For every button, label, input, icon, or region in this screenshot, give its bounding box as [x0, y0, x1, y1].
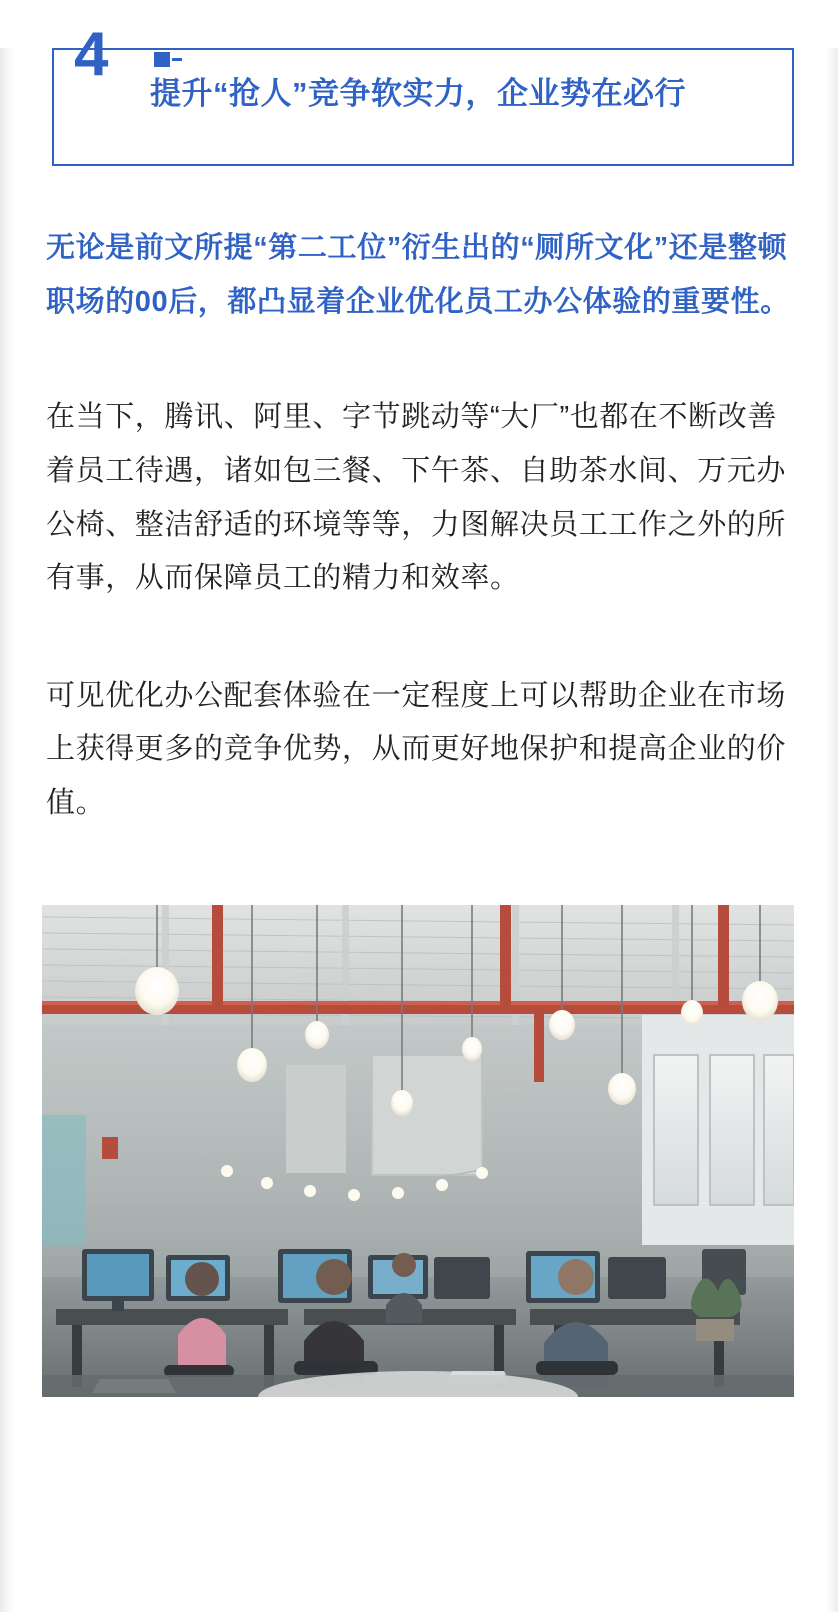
- section-title: 提升“抢人”竞争软实力，企业势在必行: [150, 76, 686, 111]
- lead-paragraph: 无论是前文所提“第二工位”衍生出的“厕所文化”还是整顿职场的00后，都凸显着企业优化员工办公体验的重要性。: [46, 232, 790, 318]
- body-paragraph-2: 可见优化办公配套体验在一定程度上可以帮助企业在市场上获得更多的竞争优势，从而更好地保护和提高企业的价值。: [46, 679, 787, 820]
- page-edge-left: [0, 48, 14, 1612]
- section-number: 4: [74, 20, 108, 89]
- body-paragraph-1: 在当下，腾讯、阿里、字节跳动等“大厂”也都在不断改善着员工待遇，诸如包三餐、下午茶、自助茶水间、万元办公椅、整洁舒适的环境等等，力图解决员工工作之外的所有事，从而保障员工的精力和效率。: [46, 401, 787, 595]
- section-heading-box: [52, 20, 794, 166]
- heading-square-marker-icon: [154, 52, 170, 67]
- open-plan-office-photo: [42, 905, 794, 1397]
- page-edge-right: [826, 48, 838, 1612]
- heading-dash-marker-icon: [172, 58, 182, 61]
- article-page: [0, 20, 838, 1612]
- article-image-container: [42, 905, 796, 1397]
